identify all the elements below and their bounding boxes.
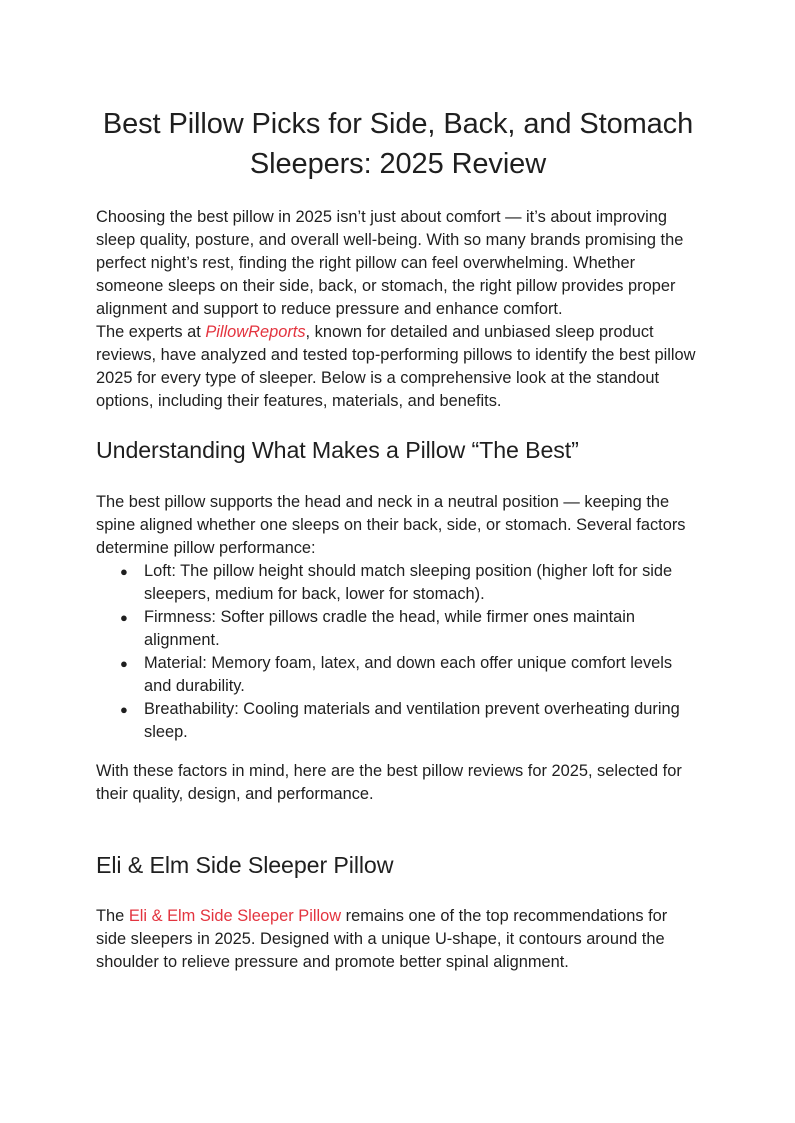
- eli-elm-text-after: remains one of the top recommendations for side sleepers in 2025. Designed with a unique U-shape, it contours around the shoulder to relieve pressure and promote better spinal alignment.: [96, 907, 668, 971]
- page-title: Best Pillow Picks for Side, Back, and Stomach Sleepers: 2025 Review: [102, 108, 694, 180]
- experts-text-after: , known for detailed and unbiased sleep product reviews, have analyzed and tested top-performing pillows to identify the best pillow 2025 for every type of sleeper. Below is a comprehensive look at the standout options, including their features, materials, and benefits.: [96, 323, 696, 410]
- eli-elm-link[interactable]: Eli & Elm Side Sleeper Pillow: [128, 907, 342, 925]
- list-item: [120, 560, 700, 606]
- list-item: [120, 606, 700, 652]
- section-heading-understanding: Understanding What Makes a Pillow “The Best”: [96, 437, 579, 463]
- pillowreports-link[interactable]: PillowReports: [205, 323, 306, 341]
- list-item-text: Material: Memory foam, latex, and down each offer unique comfort levels and durability.: [144, 654, 673, 695]
- bullet-icon: ●: [120, 610, 128, 625]
- document-page: [96, 104, 700, 974]
- intro-paragraph: Choosing the best pillow in 2025 isn’t just about comfort — it’s about improving sleep quality, posture, and overall well-being. With so many brands promising the perfect night’s rest, finding the right pillow can feel overwhelming. Whether someone sleeps on their side, back, or stomach, the right pillow provides proper alignment and support to reduce pressure and enhance comfort.: [96, 208, 684, 318]
- eli-elm-paragraph: [96, 905, 700, 974]
- factors-list: [96, 560, 700, 744]
- understanding-paragraph: The best pillow supports the head and neck in a neutral position — keeping the spine aligned whether one sleeps on their back, side, or stomach. Several factors determine pillow performance:: [96, 493, 686, 557]
- list-item: [120, 652, 700, 698]
- experts-text-before: The experts at: [96, 323, 206, 341]
- experts-paragraph: [96, 321, 700, 413]
- list-item-text: Breathability: Cooling materials and ventilation prevent overheating during sleep.: [144, 700, 680, 741]
- list-item-text: Firmness: Softer pillows cradle the head, while firmer ones maintain alignment.: [144, 608, 636, 649]
- bullet-icon: ●: [120, 702, 128, 717]
- list-item: [120, 698, 700, 744]
- closing-paragraph: With these factors in mind, here are the best pillow reviews for 2025, selected for their quality, design, and performance.: [96, 762, 682, 803]
- bullet-icon: ●: [120, 656, 128, 671]
- list-item-text: Loft: The pillow height should match sleeping position (higher loft for side sleepers, medium for back, lower for stomach).: [144, 562, 673, 603]
- section-heading-eli-elm: Eli & Elm Side Sleeper Pillow: [96, 852, 394, 878]
- bullet-icon: ●: [120, 564, 128, 579]
- eli-elm-text-before: The: [96, 907, 129, 925]
